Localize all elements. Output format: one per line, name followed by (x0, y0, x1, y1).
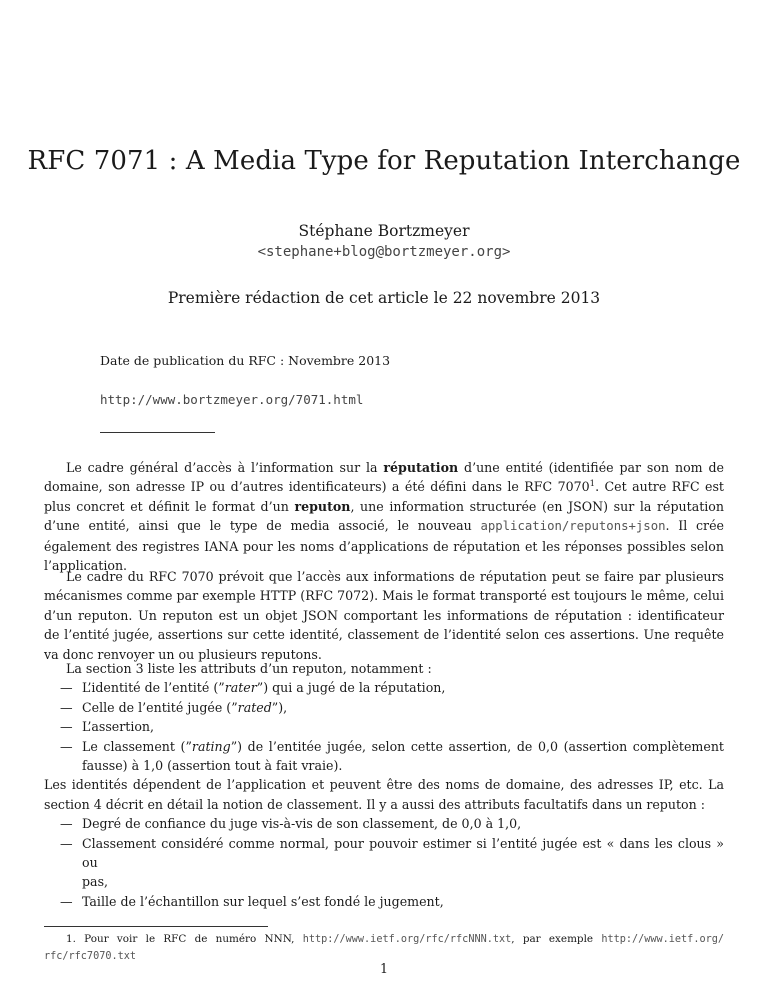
author-name: Stéphane Bortzmeyer (298, 222, 470, 240)
term-reputon: reputon (294, 498, 351, 514)
paragraph-2 (44, 567, 724, 664)
term-reputation: réputation (383, 460, 459, 475)
paragraph-3-line: Les identités dépendent de l’application et peuvent être des noms de domaine, des adresses IP, etc. La (44, 777, 724, 793)
paragraph-1-line: également des registres IANA pour les noms d’applications de réputation et les réponses possibles selon (44, 538, 724, 554)
paragraph-1 (44, 458, 724, 575)
paragraph-1-line: l’application. (44, 558, 128, 574)
attributes-intro: La section 3 liste les attributs d’un reputon, notamment : (66, 661, 432, 676)
footnote-example-link-cont[interactable]: rfc/rfc7070.txt (44, 951, 137, 962)
paragraph-3-line: section 4 décrit en détail la notion de classement. Il y a aussi des attributs facultatifs dans un reputon : (44, 796, 705, 812)
header-divider (100, 432, 215, 433)
mandatory-attributes-list (44, 678, 724, 775)
optional-attributes-list (44, 814, 724, 911)
list-item: — L’identité de l’entité (”rater”) qui a jugé de la réputation, (60, 680, 446, 696)
first-draft-date: Première rédaction de cet article le 22 novembre 2013 (167, 289, 601, 307)
paragraph-2-line: va donc renvoyer un ou plusieurs reputons. (44, 646, 322, 662)
footnote-number: 1. (66, 933, 76, 945)
footnote: 1. Pour voir le RFC de numéro NNN, http://www.ietf.org/rfc/rfcNNN.txt, par exemple http://www.ietf.org/ rfc/rfc7070.txt (44, 933, 724, 962)
page-number: 1 (379, 961, 388, 976)
footnote-example-link[interactable]: http://www.ietf.org/ (601, 934, 724, 945)
paragraph-1-line: d’une entité, ainsi que le type de media associé, le nouveau application/reputons+json. Il crée (44, 518, 724, 534)
paragraph-1-line: domaine, son adresse IP ou d’autres identificateurs) a été défini dans le RFC 7070$^1$. Cet autre RFC est (44, 479, 724, 495)
document-title: RFC 7071 : A Media Type for Reputation Interchange (27, 146, 741, 176)
footnote-ref[interactable]: 1 (589, 479, 596, 490)
author-email[interactable]: <stephane+blog@bortzmeyer.org> (257, 244, 511, 260)
paragraph-2-line: de l’entité jugée, assertions sur cette identité, classement de l’identité selon ces assertions. Une requête (44, 627, 724, 643)
footnote-link[interactable]: http://www.ietf.org/rfc/rfcNNN.txt (302, 934, 512, 945)
article-url[interactable]: http://www.bortzmeyer.org/7071.html (100, 392, 364, 407)
list-item: — Degré de confiance du juge vis-à-vis de son classement, de 0,0 à 1,0, (60, 816, 522, 832)
rfc-publication-date: Date de publication du RFC : Novembre 2013 (100, 353, 391, 368)
list-item: — Le classement (”rating”) de l’entitée jugée, selon cette assertion, de 0,0 (assertion complètement fausse) à 1,0 (assertion tout à fait vraie). (60, 738, 724, 774)
paragraph-3 (44, 659, 724, 911)
paragraph-2-line: d’un reputon. Un reputon est un objet JSON comportant les informations de réputation : identificateur (44, 607, 724, 623)
paragraph-2-line: mécanismes comme par exemple HTTP (RFC 7072). Mais le format transporté est toujours le même, celui (44, 588, 724, 604)
footnote-divider (44, 926, 268, 927)
list-item: — Classement considéré comme normal, pour pouvoir estimer si l’entité jugée est « dans les clous » ou pas, (60, 835, 724, 890)
list-item: — Celle de l’entité jugée (”rated”), (60, 699, 288, 715)
paragraph-2-line: Le cadre du RFC 7070 prévoit que l’accès aux informations de réputation peut se faire par plusieurs (66, 569, 724, 584)
media-type-code: application/reputons+json (480, 519, 666, 534)
list-item: — L’assertion, (60, 719, 155, 735)
list-item: — Taille de l’échantillon sur lequel s’est fondé le jugement, (60, 893, 444, 909)
paragraph-1-line: Le cadre général d’accès à l’information sur la réputation d’une entité (identifiée par son nom de (66, 460, 724, 475)
paragraph-1-line: plus concret et définit le format d’un reputon, une information structurée (en JSON) sur la réputation (44, 498, 724, 514)
